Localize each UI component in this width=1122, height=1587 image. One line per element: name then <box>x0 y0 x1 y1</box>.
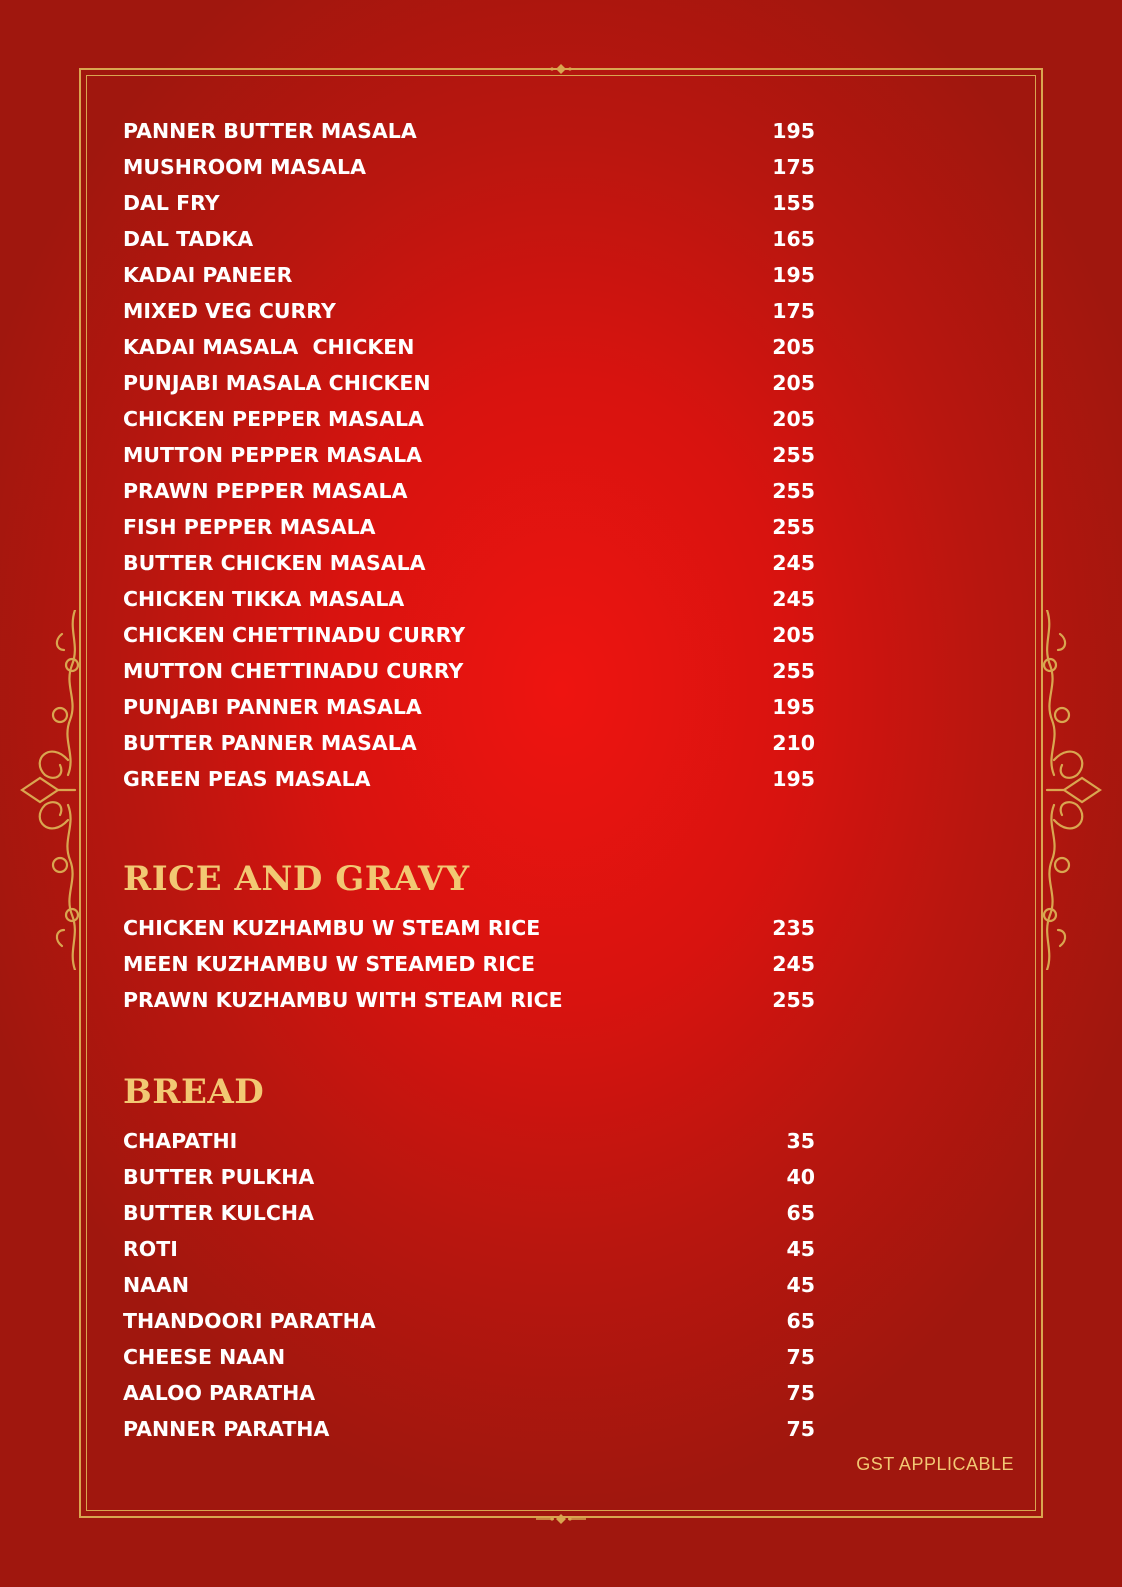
menu-item <box>123 949 815 979</box>
menu-item <box>123 692 815 722</box>
section-heading-bread: BREAD <box>123 1072 265 1112</box>
item-name: CHICKEN KUZHAMBU W STEAM RICE <box>123 916 541 940</box>
item-name: MEEN KUZHAMBU W STEAMED RICE <box>123 952 535 976</box>
item-name: PUNJABI PANNER MASALA <box>123 695 422 719</box>
scroll-ornament-left-icon <box>20 610 90 970</box>
item-name: DAL TADKA <box>123 227 254 251</box>
item-price: 65 <box>786 1201 815 1225</box>
item-name: PANNER PARATHA <box>123 1417 330 1441</box>
scroll-ornament-right-icon <box>1032 610 1102 970</box>
item-price: 255 <box>772 479 815 503</box>
menu-item <box>123 512 815 542</box>
menu-item <box>123 152 815 182</box>
menu-item <box>123 260 815 290</box>
menu-item <box>123 1126 815 1156</box>
item-name: GREEN PEAS MASALA <box>123 767 371 791</box>
menu-item <box>123 728 815 758</box>
menu-item <box>123 1234 815 1264</box>
item-price: 35 <box>786 1129 815 1153</box>
item-price: 255 <box>772 659 815 683</box>
menu-item <box>123 476 815 506</box>
menu-item <box>123 584 815 614</box>
item-price: 195 <box>772 263 815 287</box>
menu-item <box>123 332 815 362</box>
item-price: 245 <box>772 952 815 976</box>
item-price: 205 <box>772 407 815 431</box>
menu-item <box>123 368 815 398</box>
menu-item <box>123 296 815 326</box>
menu-item <box>123 1306 815 1336</box>
item-name: MUSHROOM MASALA <box>123 155 366 179</box>
item-price: 65 <box>786 1309 815 1333</box>
item-price: 210 <box>772 731 815 755</box>
item-price: 195 <box>772 767 815 791</box>
item-name: PRAWN PEPPER MASALA <box>123 479 408 503</box>
menu-item <box>123 224 815 254</box>
menu-item <box>123 656 815 686</box>
item-price: 205 <box>772 371 815 395</box>
item-name: MIXED VEG CURRY <box>123 299 336 323</box>
item-name: CHAPATHI <box>123 1129 238 1153</box>
item-name: KADAI MASALA CHICKEN <box>123 335 415 359</box>
item-price: 75 <box>786 1417 815 1441</box>
item-name: BUTTER CHICKEN MASALA <box>123 551 426 575</box>
item-price: 235 <box>772 916 815 940</box>
menu-item <box>123 1378 815 1408</box>
section-heading-rice-and-gravy: RICE AND GRAVY <box>123 859 470 899</box>
menu-item <box>123 985 815 1015</box>
ornament-top-icon <box>536 62 586 76</box>
item-price: 45 <box>786 1237 815 1261</box>
item-price: 245 <box>772 551 815 575</box>
menu-item <box>123 1162 815 1192</box>
item-price: 205 <box>772 623 815 647</box>
menu-item <box>123 1270 815 1300</box>
item-price: 165 <box>772 227 815 251</box>
item-price: 255 <box>772 443 815 467</box>
item-price: 195 <box>772 119 815 143</box>
item-name: BUTTER PANNER MASALA <box>123 731 417 755</box>
menu-item <box>123 116 815 146</box>
item-name: CHICKEN CHETTINADU CURRY <box>123 623 466 647</box>
item-name: THANDOORI PARATHA <box>123 1309 376 1333</box>
menu-item <box>123 1414 815 1444</box>
item-price: 45 <box>786 1273 815 1297</box>
item-name: BUTTER KULCHA <box>123 1201 314 1225</box>
item-name: AALOO PARATHA <box>123 1381 316 1405</box>
item-price: 245 <box>772 587 815 611</box>
menu-item <box>123 188 815 218</box>
item-name: FISH PEPPER MASALA <box>123 515 376 539</box>
item-price: 75 <box>786 1381 815 1405</box>
item-price: 75 <box>786 1345 815 1369</box>
item-name: ROTI <box>123 1237 178 1261</box>
item-name: CHEESE NAAN <box>123 1345 286 1369</box>
menu-item <box>123 548 815 578</box>
item-price: 205 <box>772 335 815 359</box>
item-price: 195 <box>772 695 815 719</box>
item-name: MUTTON PEPPER MASALA <box>123 443 423 467</box>
item-price: 155 <box>772 191 815 215</box>
item-name: BUTTER PULKHA <box>123 1165 315 1189</box>
item-name: PUNJABI MASALA CHICKEN <box>123 371 431 395</box>
item-price: 255 <box>772 988 815 1012</box>
item-name: MUTTON CHETTINADU CURRY <box>123 659 464 683</box>
item-name: DAL FRY <box>123 191 220 215</box>
gst-note: GST APPLICABLE <box>856 1454 1014 1474</box>
menu-item <box>123 1342 815 1372</box>
menu-item <box>123 440 815 470</box>
item-name: CHICKEN PEPPER MASALA <box>123 407 424 431</box>
item-name: PRAWN KUZHAMBU WITH STEAM RICE <box>123 988 563 1012</box>
item-name: CHICKEN TIKKA MASALA <box>123 587 405 611</box>
item-price: 255 <box>772 515 815 539</box>
menu-item <box>123 764 815 794</box>
item-name: PANNER BUTTER MASALA <box>123 119 417 143</box>
item-name: NAAN <box>123 1273 190 1297</box>
menu-item <box>123 404 815 434</box>
menu-item <box>123 1198 815 1228</box>
item-price: 175 <box>772 155 815 179</box>
item-price: 175 <box>772 299 815 323</box>
menu-item <box>123 620 815 650</box>
item-price: 40 <box>786 1165 815 1189</box>
ornament-bottom-icon <box>536 1512 586 1526</box>
item-name: KADAI PANEER <box>123 263 293 287</box>
menu-item <box>123 913 815 943</box>
